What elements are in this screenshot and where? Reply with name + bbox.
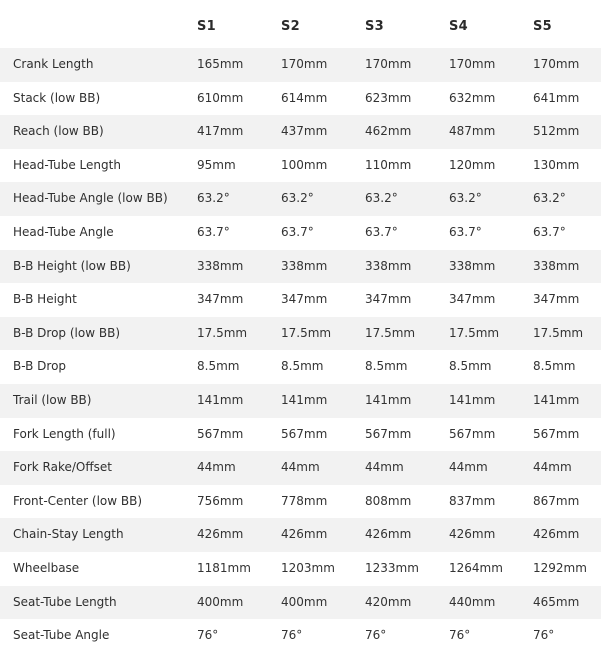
table-cell-s3: 110mm [365,157,412,172]
row-label: B-B Drop [13,359,67,374]
table-cell-s4: 63.2° [449,191,482,206]
table-cell-s3: 567mm [365,426,412,441]
column-header-s2: S2 [281,19,300,34]
table-cell-s2: 567mm [281,426,328,441]
row-label: B-B Height [13,292,77,307]
table-cell-s1: 141mm [197,393,244,407]
row-label: Seat-Tube Angle [13,628,110,643]
table-row [0,182,601,216]
row-label: Chain-Stay Length [13,527,124,542]
table-cell-s1: 17.5mm [197,325,248,340]
table-cell-s5: 44mm [533,460,572,475]
table-cell-s4: 120mm [449,157,496,172]
table-row [0,149,601,183]
table-cell-s5: 465mm [533,594,580,609]
table-cell-s5: 567mm [533,426,580,441]
table-cell-s5: 426mm [533,527,580,542]
table-cell-s2: 778mm [281,493,328,508]
table-cell-s3: 76° [365,628,387,643]
table-cell-s1: 63.7° [197,225,230,239]
row-label: Seat-Tube Length [13,594,117,609]
table-cell-s3: 44mm [365,460,404,475]
row-label: Head-Tube Length [13,157,121,172]
table-cell-s4: 17.5mm [449,325,500,340]
table-row [0,451,601,485]
table-cell-s3: 170mm [365,57,412,71]
table-row [0,350,601,384]
table-cell-s1: 417mm [197,124,244,139]
table-cell-s2: 17.5mm [281,325,332,340]
table-cell-s4: 8.5mm [449,359,492,374]
table-cell-s2: 426mm [281,527,328,542]
row-label: B-B Height (low BB) [13,258,131,273]
table-cell-s4: 440mm [449,594,496,609]
table-cell-s2: 338mm [281,258,328,273]
table-cell-s3: 347mm [365,292,412,307]
column-header-s3: S3 [365,19,384,34]
table-cell-s1: 8.5mm [197,359,240,374]
table-row [0,82,601,116]
table-cell-s2: 170mm [281,57,328,71]
table-cell-s3: 141mm [365,393,412,407]
table-cell-s4: 632mm [449,90,496,105]
table-cell-s1: 610mm [197,90,244,105]
table-cell-s1: 347mm [197,292,244,307]
table-row [0,586,601,620]
table-cell-s5: 338mm [533,258,580,273]
table-cell-s4: 837mm [449,493,496,508]
column-header-s4: S4 [449,19,468,34]
row-label: Crank Length [13,57,94,71]
table-cell-s2: 63.2° [281,191,314,206]
table-cell-s5: 17.5mm [533,325,584,340]
table-row [0,384,601,418]
table-cell-s1: 165mm [197,57,244,71]
table-cell-s1: 76° [197,628,219,643]
column-header-s1: S1 [197,19,216,34]
table-cell-s5: 63.7° [533,225,566,239]
table-cell-s1: 95mm [197,157,236,172]
table-cell-s1: 63.2° [197,191,230,206]
table-cell-s3: 63.7° [365,225,398,239]
table-header-row [0,0,601,48]
row-label: Trail (low BB) [13,393,92,407]
table-cell-s1: 426mm [197,527,244,542]
table-row [0,283,601,317]
table-cell-s5: 512mm [533,124,580,139]
table-cell-s3: 623mm [365,90,412,105]
table-cell-s5: 130mm [533,157,580,172]
table-cell-s2: 437mm [281,124,328,139]
table-cell-s3: 17.5mm [365,325,416,340]
table-cell-s2: 347mm [281,292,328,307]
row-label: Head-Tube Angle (low BB) [13,191,168,206]
table-cell-s5: 76° [533,628,555,643]
table-cell-s2: 63.7° [281,225,314,239]
table-cell-s3: 8.5mm [365,359,408,374]
table-cell-s5: 63.2° [533,191,566,206]
row-label: Head-Tube Angle [13,225,114,239]
table-cell-s3: 426mm [365,527,412,542]
table-cell-s3: 1233mm [365,561,419,575]
table-cell-s1: 567mm [197,426,244,441]
table-cell-s5: 170mm [533,57,580,71]
table-row [0,418,601,452]
table-cell-s4: 567mm [449,426,496,441]
row-label: B-B Drop (low BB) [13,325,120,340]
table-cell-s1: 44mm [197,460,236,475]
table-cell-s4: 141mm [449,393,496,407]
table-cell-s2: 76° [281,628,303,643]
row-label: Reach (low BB) [13,124,104,139]
table-cell-s5: 641mm [533,90,580,105]
table-cell-s4: 170mm [449,57,496,71]
row-label: Stack (low BB) [13,90,101,105]
table-row [0,48,601,82]
table-row [0,115,601,149]
row-label: Fork Length (full) [13,426,116,441]
table-cell-s1: 1181mm [197,561,251,575]
table-row [0,485,601,519]
table-cell-s3: 462mm [365,124,412,139]
table-cell-s4: 338mm [449,258,496,273]
table-cell-s3: 420mm [365,594,412,609]
table-cell-s5: 1292mm [533,561,587,575]
table-cell-s4: 1264mm [449,561,503,575]
table-cell-s4: 487mm [449,124,496,139]
column-header-s5: S5 [533,19,552,34]
table-cell-s2: 100mm [281,157,328,172]
table-row [0,518,601,552]
table-cell-s4: 44mm [449,460,488,475]
table-row [0,317,601,351]
table-row [0,250,601,284]
row-label: Wheelbase [13,561,80,575]
table-cell-s2: 614mm [281,90,328,105]
table-row [0,216,601,250]
table-cell-s1: 400mm [197,594,244,609]
row-label: Fork Rake/Offset [13,460,112,475]
table-cell-s5: 141mm [533,393,580,407]
table-cell-s1: 338mm [197,258,244,273]
table-cell-s2: 400mm [281,594,328,609]
table-cell-s2: 44mm [281,460,320,475]
table-cell-s2: 8.5mm [281,359,324,374]
table-cell-s2: 1203mm [281,561,335,575]
table-cell-s5: 347mm [533,292,580,307]
table-cell-s1: 756mm [197,493,244,508]
table-cell-s5: 8.5mm [533,359,576,374]
table-row [0,619,601,653]
table-cell-s3: 808mm [365,493,412,508]
table-cell-s5: 867mm [533,493,580,508]
table-row [0,552,601,586]
table-cell-s4: 76° [449,628,471,643]
table-cell-s2: 141mm [281,393,328,407]
table-cell-s3: 63.2° [365,191,398,206]
row-label: Front-Center (low BB) [13,493,143,508]
table-cell-s4: 63.7° [449,225,482,239]
table-cell-s3: 338mm [365,258,412,273]
table-cell-s4: 347mm [449,292,496,307]
table-cell-s4: 426mm [449,527,496,542]
